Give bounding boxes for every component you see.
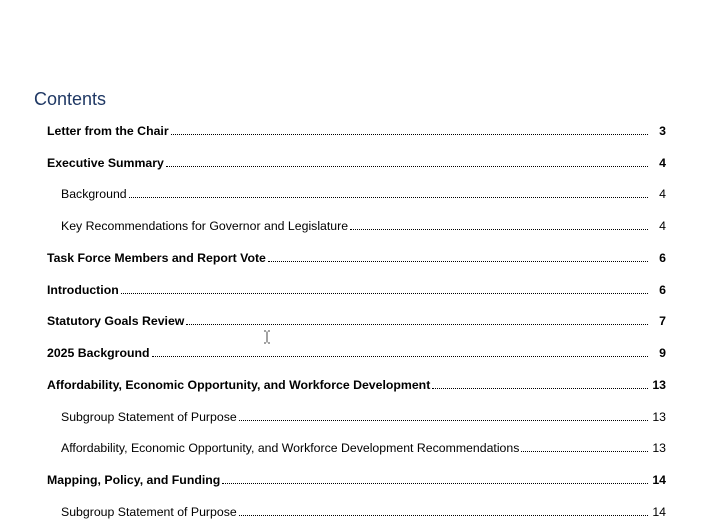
toc-entry-page: 6 bbox=[659, 250, 666, 265]
dot-leader bbox=[239, 419, 648, 421]
dot-leader bbox=[121, 292, 648, 294]
dot-leader bbox=[432, 387, 648, 389]
toc-entry-label: Statutory Goals Review bbox=[47, 314, 185, 329]
dot-leader bbox=[268, 260, 648, 262]
toc-entry-page: 14 bbox=[652, 504, 666, 519]
toc-entry[interactable] bbox=[0, 434, 712, 466]
toc-entry[interactable] bbox=[0, 402, 712, 434]
dot-leader bbox=[186, 323, 648, 325]
toc-entry-page: 13 bbox=[652, 441, 666, 456]
toc-entry-label: Executive Summary bbox=[47, 155, 164, 170]
toc-entry[interactable] bbox=[0, 211, 712, 243]
dot-leader bbox=[222, 482, 648, 484]
toc-entry[interactable] bbox=[0, 465, 712, 497]
toc-entry-page: 14 bbox=[652, 473, 666, 487]
toc-entry-page: 6 bbox=[659, 282, 666, 297]
toc-entry[interactable] bbox=[0, 180, 712, 212]
toc-entry[interactable] bbox=[0, 148, 712, 180]
toc-entry[interactable] bbox=[0, 370, 712, 402]
dot-leader bbox=[129, 196, 648, 198]
toc-entry-page: 13 bbox=[652, 409, 666, 424]
toc-entry-label: Background bbox=[61, 187, 127, 202]
toc-entry[interactable] bbox=[0, 243, 712, 275]
toc-entry-label: Subgroup Statement of Purpose bbox=[61, 504, 237, 519]
toc-entry-page: 7 bbox=[659, 314, 666, 329]
toc-entry-page: 4 bbox=[659, 219, 666, 233]
dot-leader bbox=[521, 450, 648, 452]
toc-entry-page: 4 bbox=[659, 155, 666, 170]
toc-entry-page: 4 bbox=[659, 187, 666, 202]
toc-entry-label: Introduction bbox=[47, 282, 119, 297]
toc-entry-page: 3 bbox=[659, 123, 666, 138]
dot-leader bbox=[350, 228, 648, 230]
toc-entry-label: 2025 Background bbox=[47, 346, 150, 360]
toc-entry-label: Affordability, Economic Opportunity, and Workforce Development Recommendations bbox=[61, 441, 520, 456]
toc-entry-label: Key Recommendations for Governor and Legislature bbox=[61, 219, 349, 233]
toc-entry-page: 9 bbox=[659, 346, 666, 360]
toc-entry-label: Letter from the Chair bbox=[47, 123, 169, 138]
toc-entry-label: Mapping, Policy, and Funding bbox=[47, 473, 221, 487]
toc-title: Contents bbox=[34, 89, 107, 109]
toc-entry[interactable] bbox=[0, 275, 712, 307]
dot-leader bbox=[171, 133, 648, 135]
toc-entry-page: 13 bbox=[652, 377, 666, 392]
toc-entry-label: Subgroup Statement of Purpose bbox=[61, 409, 237, 424]
toc-entry[interactable] bbox=[0, 338, 712, 370]
dot-leader bbox=[166, 165, 648, 167]
toc-entry[interactable] bbox=[0, 497, 712, 519]
dot-leader bbox=[152, 355, 648, 357]
dot-leader bbox=[239, 514, 648, 516]
toc-entry-label: Affordability, Economic Opportunity, and Workforce Development bbox=[47, 377, 431, 392]
toc-entry-label: Task Force Members and Report Vote bbox=[47, 250, 266, 265]
toc-entry[interactable] bbox=[0, 307, 712, 339]
toc-entry[interactable] bbox=[0, 116, 712, 148]
table-of-contents bbox=[0, 116, 712, 519]
